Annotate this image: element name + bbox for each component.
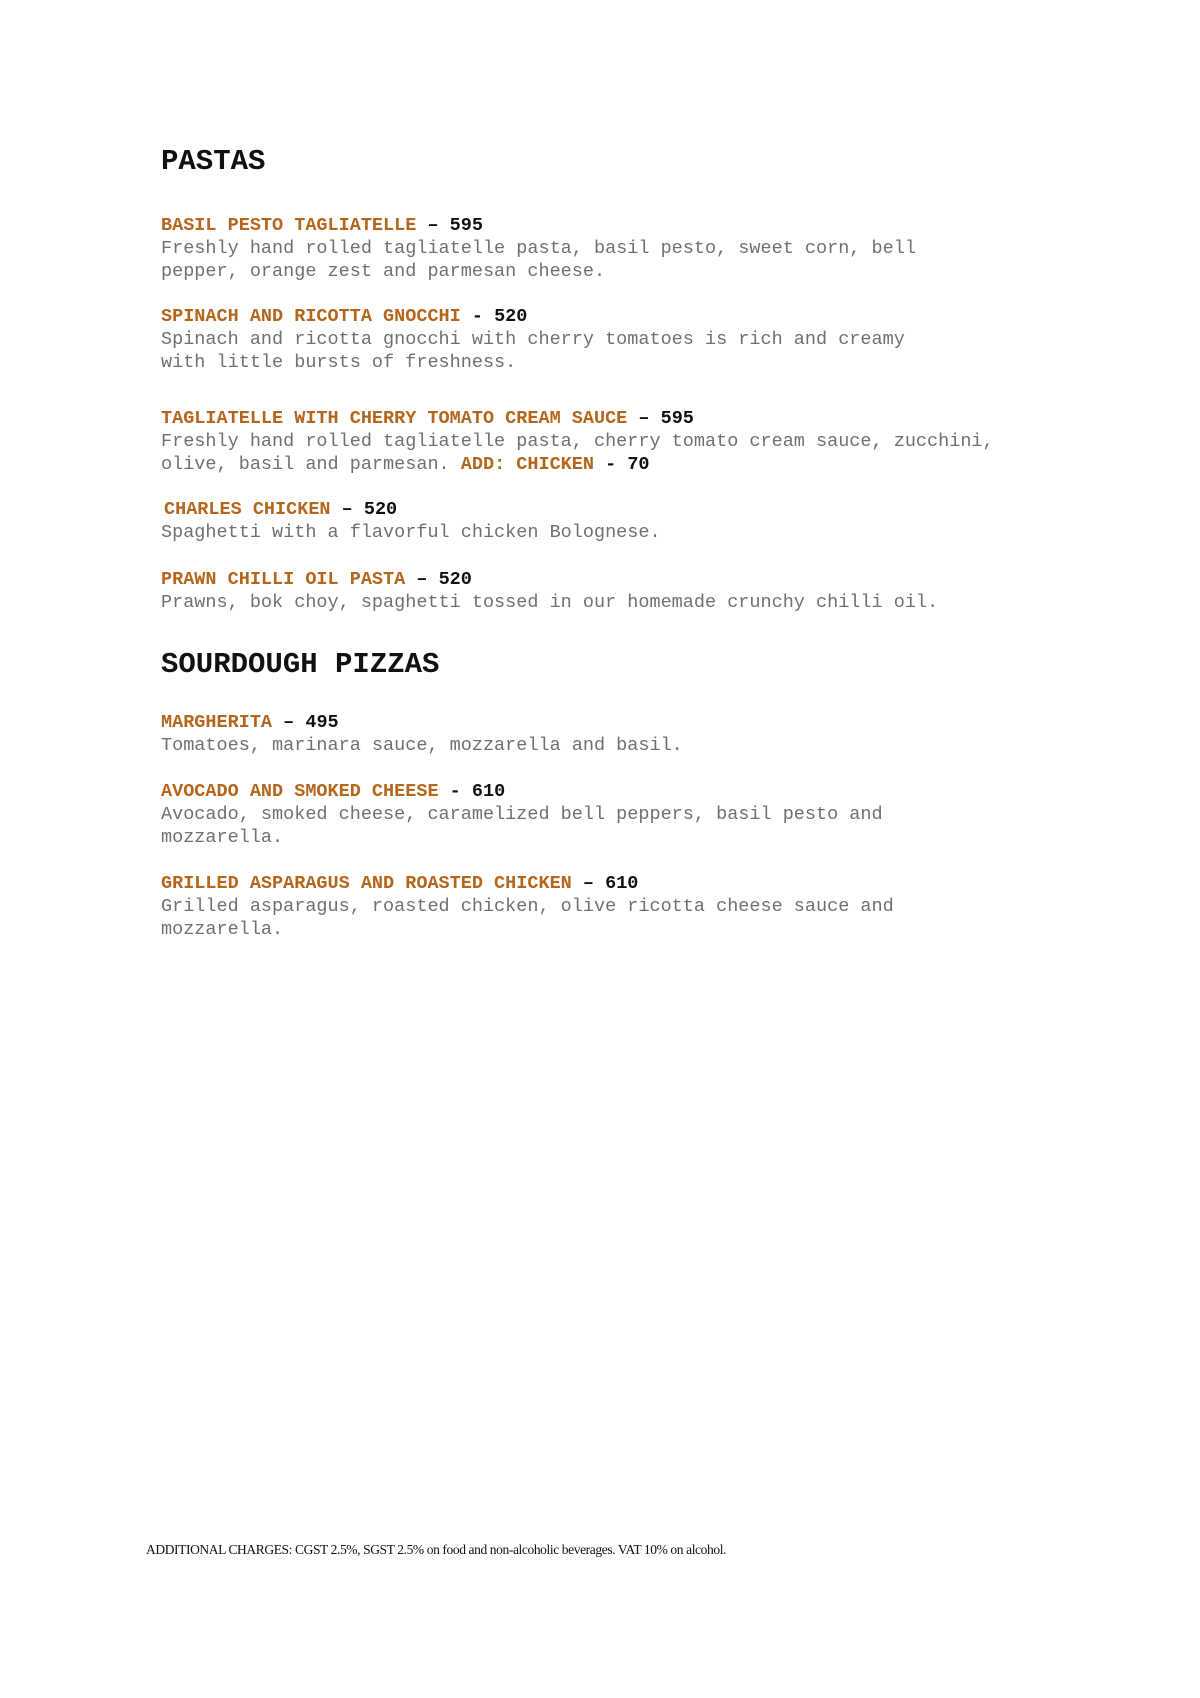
- item-name: PRAWN CHILLI OIL PASTA: [161, 569, 406, 590]
- item-heading: [164, 498, 1124, 521]
- menu-item-avocado-smoked-cheese: [161, 780, 1121, 849]
- item-description: Spaghetti with a flavorful chicken Bolognese.: [161, 522, 661, 543]
- addon-price: 70: [627, 454, 650, 475]
- item-price: 520: [438, 569, 472, 590]
- item-description: Freshly hand rolled tagliatelle pasta, basil pesto, sweet corn, bell pepper, orange zest and parmesan cheese.: [161, 238, 916, 282]
- item-name: TAGLIATELLE WITH CHERRY TOMATO CREAM SAUCE: [161, 408, 628, 429]
- price-separator: –: [416, 215, 450, 236]
- addon-label: ADD: CHICKEN: [460, 454, 594, 475]
- menu-item-basil-pesto-tagliatelle: [161, 214, 1121, 283]
- item-price: 495: [305, 712, 339, 733]
- section-title-sourdough-pizzas: SOURDOUGH PIZZAS: [161, 648, 440, 681]
- item-description-text: Freshly hand rolled tagliatelle pasta, cherry tomato cream sauce, zucchini, olive, basil and parmesan.: [161, 431, 994, 475]
- item-heading: [161, 407, 1121, 430]
- item-heading: [161, 780, 1121, 803]
- item-name: SPINACH AND RICOTTA GNOCCHI: [161, 306, 461, 327]
- price-separator: –: [330, 499, 364, 520]
- item-name: CHARLES CHICKEN: [164, 499, 331, 520]
- section-title-pastas: PASTAS: [161, 145, 266, 178]
- price-separator: –: [272, 712, 306, 733]
- price-separator: –: [571, 873, 606, 894]
- menu-item-spinach-ricotta-gnocchi: [161, 305, 1121, 374]
- addon-separator: -: [594, 454, 628, 475]
- item-heading: [161, 568, 1121, 591]
- menu-item-charles-chicken: [161, 498, 1124, 544]
- item-name: GRILLED ASPARAGUS AND ROASTED CHICKEN: [161, 873, 572, 894]
- item-description: Prawns, bok choy, spaghetti tossed in our homemade crunchy chilli oil.: [161, 592, 939, 613]
- item-heading: [161, 872, 1121, 895]
- item-price: 610: [471, 781, 506, 802]
- price-separator: -: [460, 306, 495, 327]
- item-heading: [161, 711, 1121, 734]
- item-price: 610: [605, 873, 639, 894]
- additional-charges-note: ADDITIONAL CHARGES: CGST 2.5%, SGST 2.5% on food and non-alcoholic beverages. VAT 10% on alcohol.: [146, 1542, 727, 1557]
- item-price: 595: [449, 215, 483, 236]
- item-description: Tomatoes, marinara sauce, mozzarella and basil.: [161, 735, 683, 756]
- item-name: AVOCADO AND SMOKED CHEESE: [161, 781, 439, 802]
- item-price: 520: [363, 499, 398, 520]
- menu-item-prawn-chilli-oil-pasta: [161, 568, 1121, 614]
- item-description: [161, 430, 1121, 476]
- item-name: MARGHERITA: [161, 712, 273, 733]
- item-price: 520: [494, 306, 528, 327]
- item-heading: [161, 305, 1121, 328]
- item-description: Avocado, smoked cheese, caramelized bell peppers, basil pesto and mozzarella.: [161, 804, 883, 848]
- price-separator: –: [405, 569, 439, 590]
- price-separator: –: [627, 408, 661, 429]
- item-description: Grilled asparagus, roasted chicken, olive ricotta cheese sauce and mozzarella.: [161, 896, 894, 940]
- item-price: 595: [660, 408, 694, 429]
- price-separator: -: [438, 781, 472, 802]
- item-heading: [161, 214, 1121, 237]
- item-name: BASIL PESTO TAGLIATELLE: [161, 215, 417, 236]
- menu-item-margherita: [161, 711, 1121, 757]
- menu-item-tagliatelle-cherry-tomato: [161, 407, 1121, 476]
- item-description: Spinach and ricotta gnocchi with cherry tomatoes is rich and creamy with little bursts of freshness.: [161, 329, 905, 373]
- menu-item-grilled-asparagus-roasted-chicken: [161, 872, 1121, 941]
